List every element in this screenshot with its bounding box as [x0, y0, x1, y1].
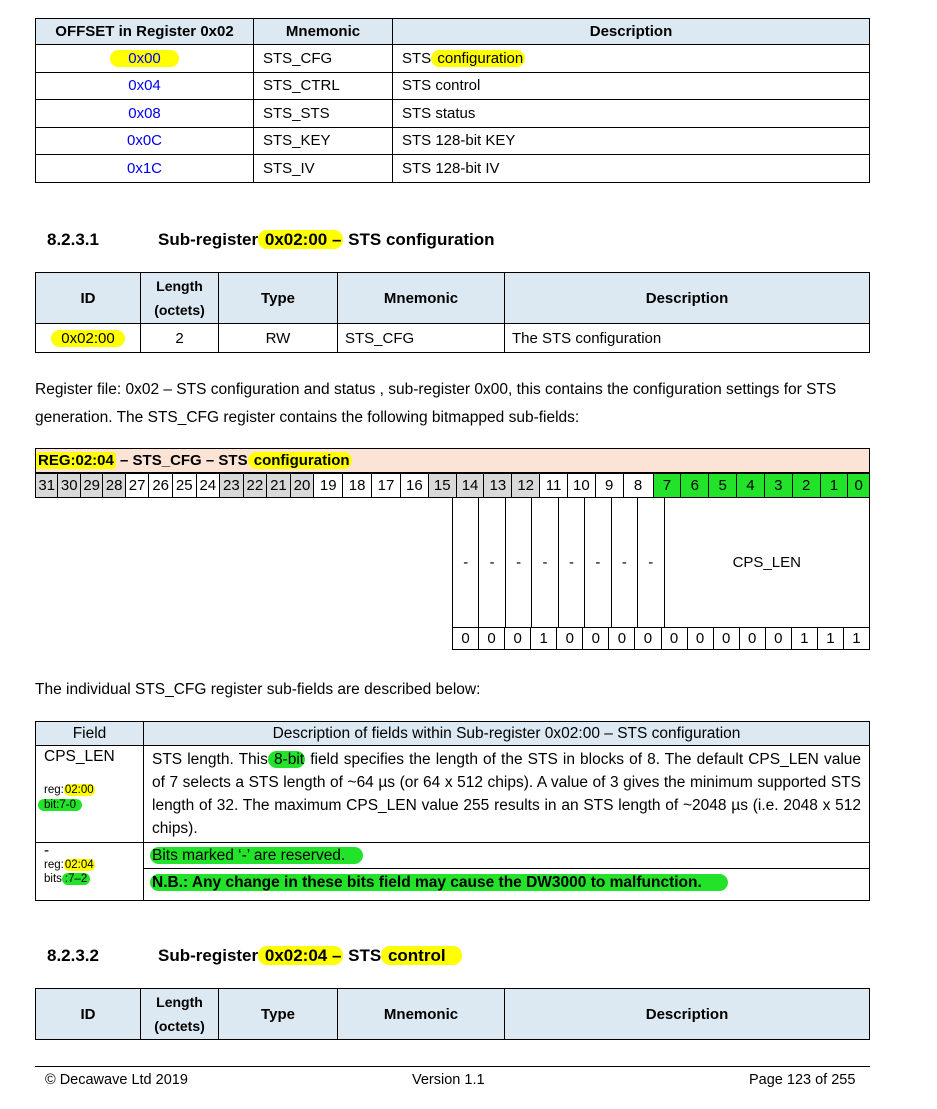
field-name: - — [44, 842, 50, 859]
register-title — [35, 448, 870, 473]
footer-divider — [35, 1066, 870, 1067]
desc-highlight: 8-bit — [268, 751, 305, 768]
mnemonic-cell: STS_CFG — [254, 45, 393, 73]
register-title-id: REG:02:04 — [38, 452, 114, 469]
header-id: ID — [36, 273, 141, 324]
bit-number-cell: 4 — [737, 474, 765, 498]
table-row — [36, 127, 870, 155]
table-row — [36, 45, 870, 73]
bit-number-cell: 3 — [764, 474, 792, 498]
header-type: Type — [219, 273, 338, 324]
offset-cell — [36, 45, 254, 73]
bit-number-cell: 23 — [220, 474, 244, 498]
mnemonic-cell: STS_KEY — [254, 127, 393, 155]
header-mnemonic: Mnemonic — [338, 273, 505, 324]
desc-text: field specifies the length of the STS in blocks of 8. The default CPS_LEN value of 7 selects a STS length of ~64 µs (or 64 x 512 chips). A value of 3 gives the minimum supported STS length of 32. The maximum CPS_LEN value 255 results in an STS length of ~2048 µs (i.e. 2048 x 512 chips). — [152, 751, 861, 837]
bit-number-cell: 11 — [540, 474, 568, 498]
footer-version: Version 1.1 — [412, 1072, 485, 1088]
reserved-note-text: Bits marked ‘-’ are reserved. — [150, 847, 363, 864]
bit-number-cell: 24 — [196, 474, 220, 498]
reserved-bit-field: - — [558, 498, 584, 628]
offset-link[interactable]: 0x04 — [36, 72, 254, 100]
field-bits — [44, 873, 143, 885]
header-description: Description — [505, 989, 870, 1040]
desc-text: STS length. This — [152, 751, 268, 768]
section-heading-8-2-3-1 — [47, 230, 495, 250]
description-cell: STS 128-bit IV — [393, 155, 870, 183]
section-title-highlight: control — [381, 946, 461, 965]
header-id: ID — [36, 989, 141, 1040]
table-row — [36, 72, 870, 100]
offset-link[interactable]: 0x00 — [110, 50, 179, 67]
section-title-text: STS configuration — [343, 230, 495, 249]
bit-number-cell: 19 — [314, 474, 343, 498]
bit-number-cell: 13 — [484, 474, 512, 498]
bit-number-cell: 29 — [80, 474, 102, 498]
field-name: CPS_LEN — [44, 748, 115, 765]
reserved-bit-field: - — [611, 498, 637, 628]
bit-number-cell: 30 — [58, 474, 80, 498]
header-length — [141, 273, 219, 324]
reset-value-cell: 0 — [583, 628, 609, 650]
reset-value-cell: 0 — [713, 628, 739, 650]
bit-number-cell: 27 — [125, 474, 149, 498]
reserved-bit-field: - — [532, 498, 558, 628]
mnemonic-cell: STS_CFG — [338, 324, 505, 353]
reserved-bit-field: - — [638, 498, 664, 628]
header-description: Description — [393, 19, 870, 45]
bit-number-cell: 22 — [243, 474, 267, 498]
id-cell — [36, 324, 141, 353]
cps-len-field: CPS_LEN — [664, 498, 870, 628]
bit-number-cell: 16 — [400, 474, 428, 498]
field-description-table — [35, 721, 870, 901]
field-name-cell — [36, 746, 144, 843]
header-mnemonic: Mnemonic — [254, 19, 393, 45]
offset-table-header — [36, 19, 870, 45]
footer-copyright: © Decawave Ltd 2019 — [45, 1072, 188, 1088]
offset-link[interactable]: 0x1C — [36, 155, 254, 183]
sub-register-header — [36, 989, 870, 1040]
sub-register-table — [35, 988, 870, 1040]
header-mnemonic: Mnemonic — [338, 989, 505, 1040]
bit-number-cell: 17 — [372, 474, 401, 498]
section-title-highlight: 0x02:04 – — [260, 946, 342, 965]
header-offset: OFFSET in Register 0x02 — [36, 19, 254, 45]
field-reg-value: 02:00 — [64, 784, 94, 796]
section-title-highlight: 0x02:00 – — [260, 230, 342, 249]
field-bits-value: bit:7-0 — [38, 799, 82, 811]
section-number: 8.2.3.1 — [47, 230, 99, 249]
reset-value-cell: 1 — [843, 628, 869, 650]
bit-number-cell: 6 — [681, 474, 709, 498]
field-reg — [44, 784, 143, 796]
bit-number-cell: 5 — [709, 474, 737, 498]
bit-number-cell: 9 — [595, 474, 623, 498]
offset-link[interactable]: 0x0C — [36, 127, 254, 155]
section-number: 8.2.3.2 — [47, 946, 99, 965]
register-description-paragraph: Register file: 0x02 – STS configuration and status , sub-register 0x00, this contains the configuration settings for STS generation. The STS_CFG register contains the following bitmapped sub-fields: — [35, 381, 837, 426]
mnemonic-cell: STS_STS — [254, 100, 393, 128]
table-row — [36, 843, 870, 901]
reset-value-cell: 0 — [661, 628, 687, 650]
bit-number-cell: 14 — [456, 474, 484, 498]
description-cell: STS control — [393, 72, 870, 100]
header-length-b: (octets) — [154, 302, 205, 318]
bit-field-tr — [453, 498, 870, 628]
header-length — [141, 989, 219, 1040]
mnemonic-cell: STS_IV — [254, 155, 393, 183]
table-row — [36, 100, 870, 128]
bit-number-cell: 26 — [149, 474, 173, 498]
reserved-bit-field: - — [585, 498, 611, 628]
bit-number-cell: 20 — [290, 474, 314, 498]
header-field: Field — [36, 722, 144, 746]
bit-number-cell: 10 — [567, 474, 595, 498]
reserved-bit-field: - — [479, 498, 505, 628]
bit-number-cell: 28 — [103, 474, 125, 498]
type-cell: RW — [219, 324, 338, 353]
field-reg-value: 02:04 — [64, 859, 94, 871]
description-cell: STS 128-bit KEY — [393, 127, 870, 155]
header-description: Description — [505, 273, 870, 324]
register-title-text: – STS_CFG – STS — [115, 452, 248, 469]
header-field-description: Description of fields within Sub-register 0x02:00 – STS configuration — [144, 722, 870, 746]
mnemonic-cell: STS_CTRL — [254, 72, 393, 100]
table-row — [36, 324, 870, 353]
field-reg — [44, 859, 143, 871]
bit-number-cell: 31 — [36, 474, 58, 498]
table-row — [36, 746, 870, 843]
field-bits-label: bits — [44, 873, 62, 885]
description-cell — [393, 45, 870, 73]
section-title-text: Sub-register — [158, 946, 259, 965]
reset-value-cell: 0 — [479, 628, 505, 650]
field-bits — [38, 799, 143, 811]
offset-table — [35, 18, 870, 183]
reset-value-cell: 1 — [531, 628, 557, 650]
field-description-cell — [144, 843, 870, 901]
bit-number-cell: 18 — [343, 474, 372, 498]
header-type: Type — [219, 989, 338, 1040]
offset-link[interactable]: 0x08 — [36, 100, 254, 128]
footer-page-number: Page 123 of 255 — [749, 1072, 856, 1088]
reset-value-cell: 0 — [505, 628, 531, 650]
id-value: 0x02:00 — [51, 330, 124, 347]
description-highlight: configuration — [433, 49, 524, 67]
reserved-bit-field: - — [505, 498, 531, 628]
sub-register-table — [35, 272, 870, 353]
bit-number-cell: 8 — [623, 474, 653, 498]
field-description-cell — [144, 746, 870, 843]
field-reg-label: reg: — [44, 859, 64, 871]
reset-value-tr — [453, 628, 870, 650]
description-text: STS — [402, 49, 432, 67]
register-title-highlight: configuration — [249, 452, 350, 469]
table-row — [36, 155, 870, 183]
bit-number-cell: 1 — [820, 474, 848, 498]
bit-number-cell: 12 — [512, 474, 540, 498]
reset-value-cell: 0 — [635, 628, 661, 650]
reset-value-row — [452, 627, 870, 650]
section-heading-8-2-3-2 — [47, 946, 462, 966]
bit-number-tr — [36, 474, 870, 498]
field-bits-value: :7–2 — [62, 873, 90, 885]
length-cell: 2 — [141, 324, 219, 353]
bit-number-cell: 21 — [267, 474, 291, 498]
field-table-header — [36, 722, 870, 746]
reset-value-cell: 1 — [791, 628, 817, 650]
reset-value-cell: 0 — [609, 628, 635, 650]
reset-value-cell: 0 — [765, 628, 791, 650]
reset-value-cell: 0 — [453, 628, 479, 650]
bit-number-cell: 7 — [653, 474, 681, 498]
reserved-bit-field: - — [453, 498, 479, 628]
field-reg-label: reg: — [44, 784, 64, 796]
bit-number-row — [35, 473, 870, 498]
field-name-cell — [36, 843, 144, 901]
header-length-a: Length — [156, 278, 203, 294]
header-length-b: (octets) — [154, 1018, 205, 1034]
bit-number-cell: 25 — [172, 474, 196, 498]
header-length-a: Length — [156, 994, 203, 1010]
reset-value-cell: 0 — [739, 628, 765, 650]
bit-field-row — [452, 497, 870, 628]
bit-number-cell: 15 — [428, 474, 456, 498]
reset-value-cell: 0 — [557, 628, 583, 650]
warning-note-text: N.B.: Any change in these bits field may cause the DW3000 to malfunction. — [150, 874, 728, 891]
subfields-intro-paragraph: The individual STS_CFG register sub-fields are described below: — [35, 681, 481, 698]
reset-value-cell: 1 — [817, 628, 843, 650]
reset-value-cell: 0 — [687, 628, 713, 650]
description-cell: STS status — [393, 100, 870, 128]
bit-number-cell: 2 — [792, 474, 820, 498]
reserved-note — [144, 843, 869, 869]
description-cell: The STS configuration — [505, 324, 870, 353]
section-title-text: STS — [343, 946, 382, 965]
sub-register-header — [36, 273, 870, 324]
warning-note — [144, 869, 869, 897]
bit-number-cell: 0 — [848, 474, 870, 498]
section-title-text: Sub-register — [158, 230, 259, 249]
